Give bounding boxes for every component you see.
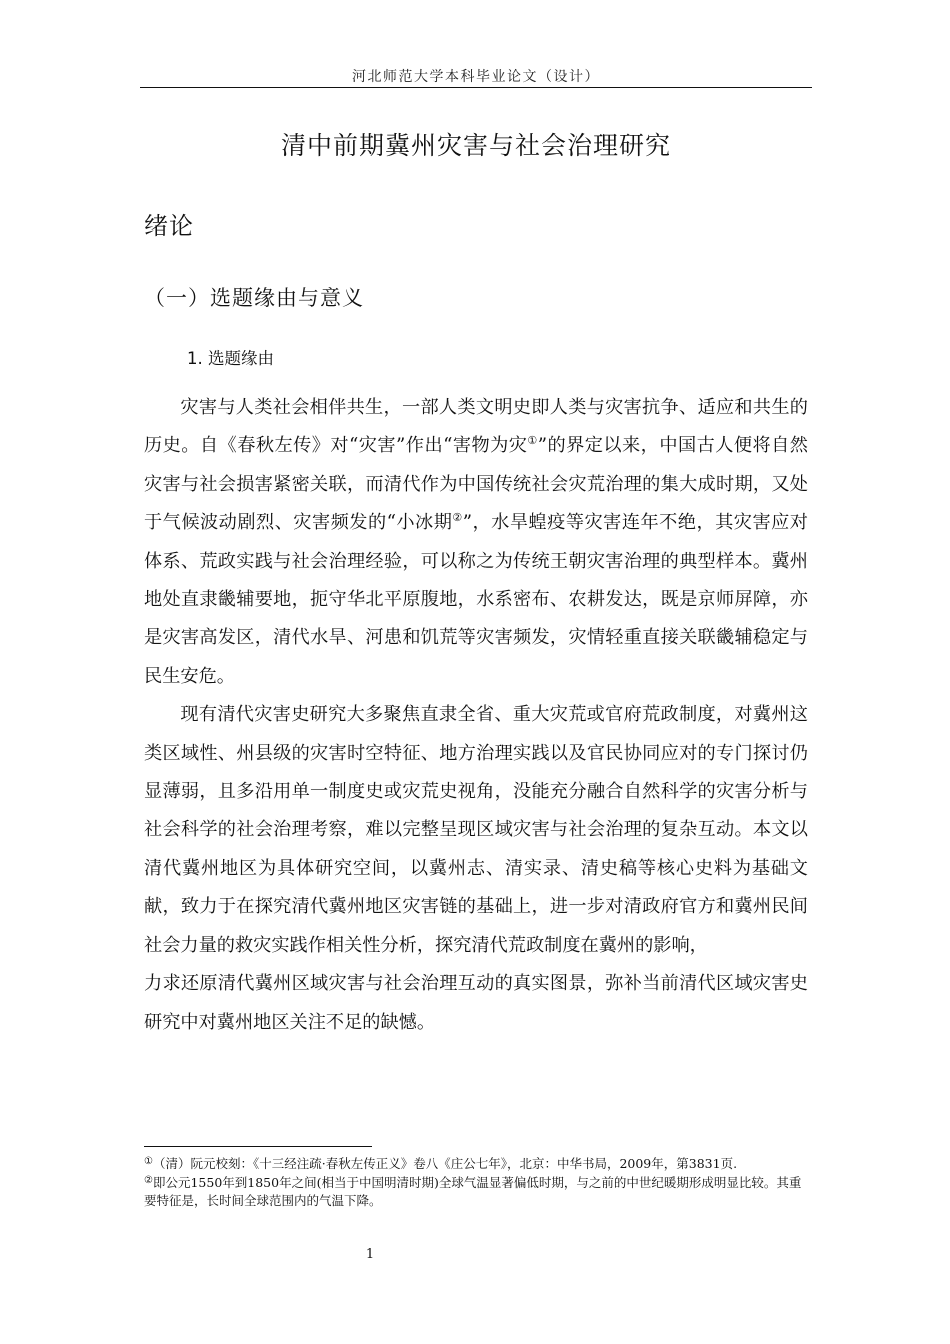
footnote-1-text: （清）阮元校刻：《十三经注疏·春秋左传正义》卷八《庄公七年》，北京：中华书局，2009年，第3831页. [152, 1156, 738, 1171]
footnote-rule [144, 1146, 372, 1147]
footnote-2-text: 即公元1550年到1850年之间(相当于中国明清时期)全球气温显著偏低时期，与之前的中世纪暖期形成明显比较。其重要特征是，长时间全球范围内的气温下降。 [144, 1175, 802, 1208]
running-header: 河北师范大学本科毕业论文（设计） [352, 69, 600, 85]
footnote-1 [144, 1155, 812, 1173]
chapter-heading: 绪论 [144, 212, 194, 240]
footnote-2 [144, 1174, 812, 1210]
section-heading: （一）选题缘由与意义 [144, 286, 364, 310]
subsection-heading: 1. 选题缘由 [187, 349, 274, 368]
body-text [144, 389, 808, 1042]
footnotes [144, 1155, 812, 1211]
paragraph-1 [144, 389, 808, 696]
paragraph-3: 力求还原清代冀州区域灾害与社会治理互动的真实图景，弥补当前清代区域灾害史研究中对冀州地区关注不足的缺憾。 [144, 973, 808, 1033]
paragraph-2: 现有清代灾害史研究大多聚焦直隶全省、重大灾荒或官府荒政制度，对冀州这类区域性、州县级的灾害时空特征、地方治理实践以及官民协同应对的专门探讨仍显薄弱，且多沿用单一制度史或灾荒史视角，没能充分融合自然科学的灾害分析与社会科学的社会治理考察，难以完整呈现区域灾害与社会治理的复杂互动。本文以清代冀州地区为具体研究空间，以冀州志、清实录、清史稿等核心史料为基础文献，致力于在探究清代冀州地区灾害链的基础上，进一步对清政府官方和冀州民间社会力量的救灾实践作相关性分析，探究清代荒政制度在冀州的影响， [144, 704, 808, 956]
page-number: 1 [365, 1247, 375, 1262]
footnote-1-mark: ① [144, 1156, 153, 1167]
header-rule [140, 87, 812, 88]
paragraph-1-part-c: ”，水旱蝗疫等灾害连年不绝，其灾害应对体系、荒政实践与社会治理经验，可以称之为传统王朝灾害治理的典型样本。冀州地处直隶畿辅要地，扼守华北平原腹地，水系密布、农耕发达，既是京师屏障，亦是灾害高发区，清代水旱、河患和饥荒等灾害频发，灾情轻重直接关联畿辅稳定与民生安危。 [144, 512, 808, 687]
footnote-2-mark: ② [144, 1175, 153, 1186]
paper-title: 清中前期冀州灾害与社会治理研究 [280, 131, 671, 160]
paragraph-1-part-b: ”的界定以来，中国古人便将自然灾害与社会损害紧密关联，而清代作为中国传统社会灾荒治理的集大成时期，又处于气候波动剧烈、灾害频发的“小冰期 [144, 435, 808, 534]
footnote-ref-2: ② [452, 511, 463, 525]
paragraph-1-part-a: 灾害与人类社会相伴共生，一部人类文明史即人类与灾害抗争、适应和共生的历史。自《春秋左传》对“灾害”作出“害物为灾 [144, 397, 808, 457]
footnote-ref-1: ① [527, 434, 538, 448]
